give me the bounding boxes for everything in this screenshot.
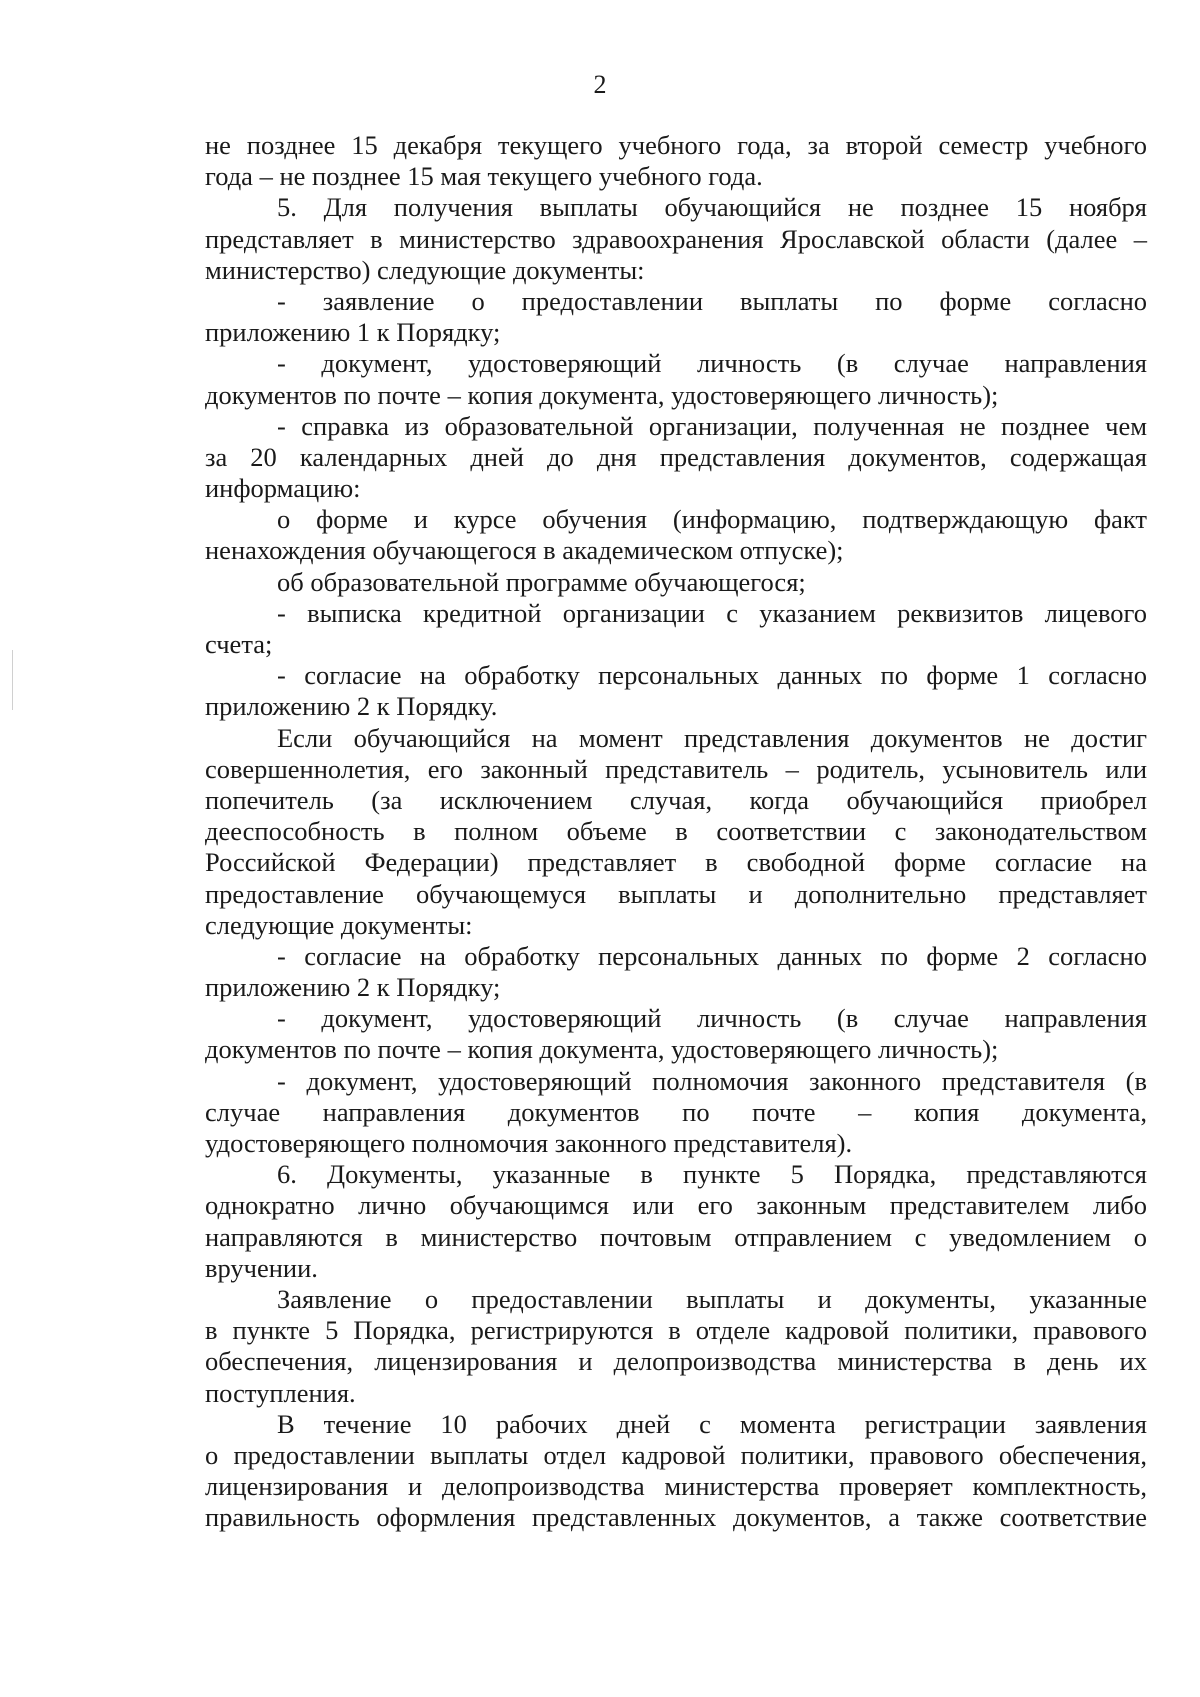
text-line: однократно лично обучающимся или его законным представителем либо <box>205 1190 1147 1221</box>
text-line: 6. Документы, указанные в пункте 5 Порядка, представляются <box>277 1159 1147 1190</box>
paragraph-list-item <box>205 1066 1147 1160</box>
text-line: правильность оформления представленных документов, а также соответствие <box>205 1502 1147 1533</box>
text-line: поступления. <box>205 1377 356 1408</box>
text-line: счета; <box>205 629 273 659</box>
text-line: дееспособность в полном объеме в соответствии с законодательством <box>205 816 1147 847</box>
page-number: 2 <box>593 70 607 99</box>
text-line: о форме и курсе обучения (информацию, подтверждающую факт <box>277 504 1147 535</box>
paragraph-list-item <box>205 348 1147 410</box>
text-line: направляются в министерство почтовым отправлением с уведомлением о <box>205 1221 1147 1252</box>
text-line: случае направления документов по почте – копия документа, <box>205 1096 1147 1127</box>
text-line: лицензирования и делопроизводства министерства проверяет комплектность, <box>205 1471 1147 1502</box>
text-line: об образовательной программе обучающегося; <box>277 566 806 597</box>
text-line: года – не позднее 15 мая текущего учебного года. <box>205 161 763 192</box>
text-line: приложению 1 к Порядку; <box>205 317 501 348</box>
document-body <box>205 130 1147 1533</box>
text-line: Российской Федерации) представляет в свободной форме согласие на <box>205 847 1147 878</box>
text-line: приложению 2 к Порядку; <box>205 972 501 1003</box>
text-line: - документ, удостоверяющий личность (в случае направления <box>277 348 1147 379</box>
text-line: совершеннолетия, его законный представитель – родитель, усыновитель или <box>205 753 1147 784</box>
text-line: - документ, удостоверяющий личность (в случае направления <box>277 1003 1147 1034</box>
text-line: попечитель (за исключением случая, когда обучающийся приобрел <box>205 784 1147 815</box>
text-line: документов по почте – копия документа, удостоверяющего личность); <box>205 1034 999 1065</box>
text-line: следующие документы: <box>205 909 473 940</box>
text-line: не позднее 15 декабря текущего учебного года, за второй семестр учебного <box>205 130 1147 160</box>
text-line: представляет в министерство здравоохранения Ярославской области (далее – <box>205 223 1147 254</box>
paragraph-minor-case <box>205 723 1147 941</box>
text-line: вручении. <box>205 1252 318 1283</box>
text-line: - документ, удостоверяющий полномочия законного представителя (в <box>277 1065 1147 1096</box>
text-line: - выписка кредитной организации с указанием реквизитов лицевого <box>277 597 1147 628</box>
text-line: обеспечения, лицензирования и делопроизводства министерства в день их <box>205 1346 1147 1377</box>
paragraph-review <box>205 1409 1147 1534</box>
paragraph-list-item <box>205 660 1147 722</box>
paragraph-list-item <box>205 941 1147 1003</box>
text-line: документов по почте – копия документа, удостоверяющего личность); <box>205 379 999 410</box>
text-line: В течение 10 рабочих дней с момента регистрации заявления <box>277 1408 1147 1439</box>
text-line: министерство) следующие документы: <box>205 254 645 285</box>
text-line: - согласие на обработку персональных данных по форме 1 согласно <box>277 660 1147 691</box>
paragraph-registration <box>205 1284 1147 1409</box>
text-line: о предоставлении выплаты отдел кадровой политики, правового обеспечения, <box>205 1439 1147 1470</box>
text-line: Заявление о предоставлении выплаты и документы, указанные <box>277 1283 1147 1314</box>
text-line: приложению 2 к Порядку. <box>205 691 498 722</box>
text-line: Если обучающийся на момент представления документов не достиг <box>277 722 1147 753</box>
paragraph-list-item <box>205 1003 1147 1065</box>
paragraph-item-5 <box>205 192 1147 286</box>
text-line: информацию: <box>205 473 361 504</box>
paragraph-continuation <box>205 130 1147 192</box>
paragraph-item-6 <box>205 1159 1147 1284</box>
text-line: 5. Для получения выплаты обучающийся не позднее 15 ноября <box>277 192 1147 223</box>
paragraph-list-item <box>205 286 1147 348</box>
text-line: удостоверяющего полномочия законного представителя). <box>205 1128 853 1158</box>
text-line: - заявление о предоставлении выплаты по форме согласно <box>277 285 1147 316</box>
text-line: предоставление обучающемуся выплаты и дополнительно представляет <box>205 878 1147 909</box>
paragraph-sub-item <box>205 504 1147 566</box>
text-line: в пункте 5 Порядка, регистрируются в отделе кадровой политики, правового <box>205 1315 1147 1346</box>
paragraph-list-item <box>205 598 1147 660</box>
text-line: ненахождения обучающегося в академическом отпуске); <box>205 535 844 566</box>
text-line: - согласие на обработку персональных данных по форме 2 согласно <box>277 940 1147 971</box>
scan-edge-mark <box>12 650 13 710</box>
text-line: за 20 календарных дней до дня представления документов, содержащая <box>205 441 1147 472</box>
paragraph-sub-item <box>205 567 1147 598</box>
text-line: - справка из образовательной организации, полученная не позднее чем <box>277 410 1147 441</box>
paragraph-list-item <box>205 411 1147 505</box>
